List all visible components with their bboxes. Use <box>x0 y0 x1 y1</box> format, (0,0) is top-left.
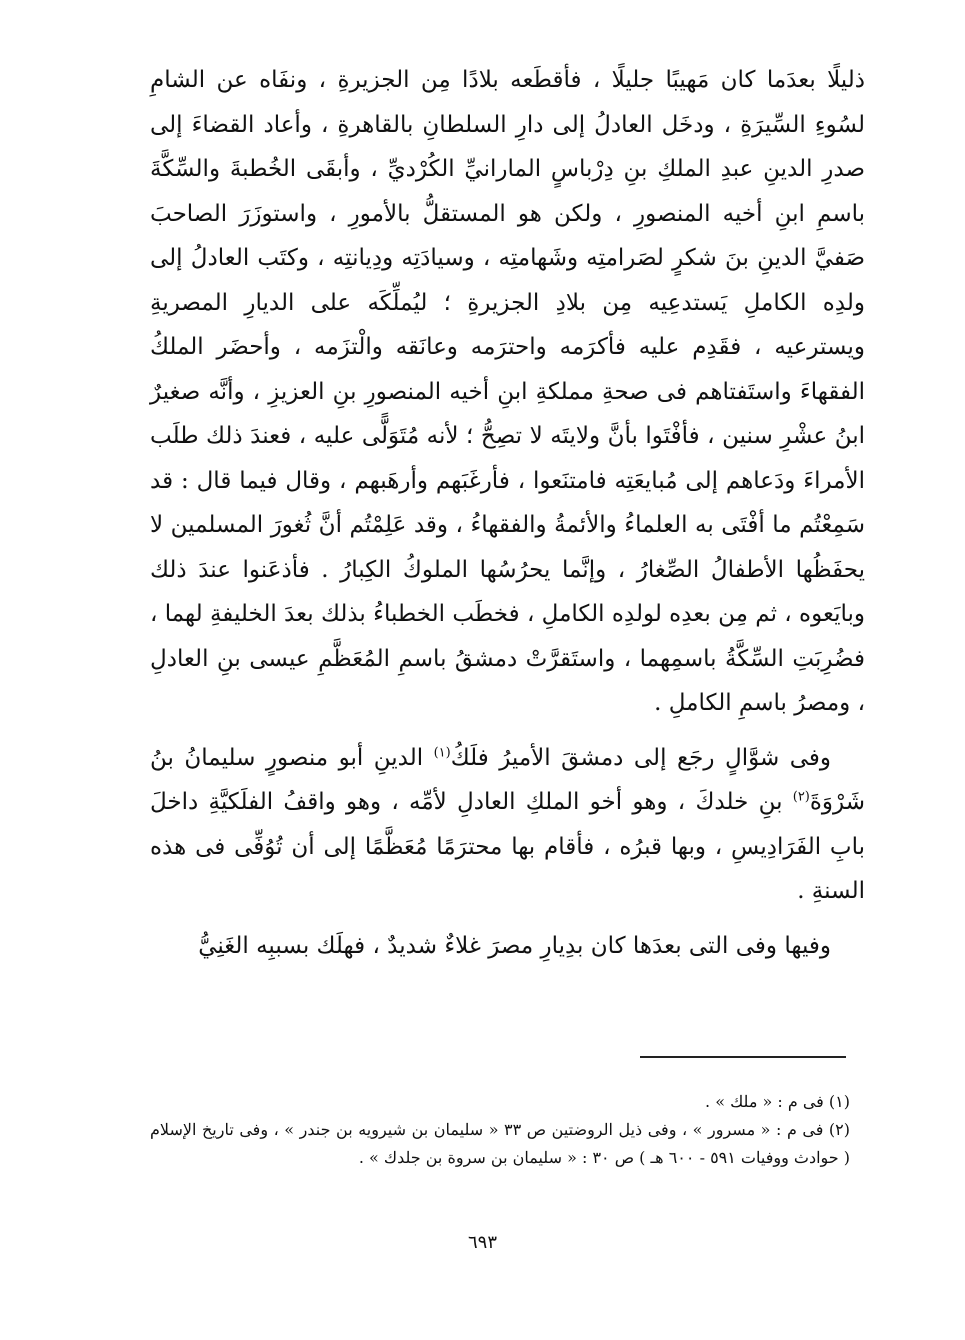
page-number: ٦٩٣ <box>467 1232 497 1253</box>
paragraph-2-part-3: بنِ خلدكَ ، وهو أخو الملكِ العادلِ لأمِّه ، وهو واقفُ الفلَكيَّةِ داخلَ بابِ الفَرَادِيسِ ، وبها قبرُه ، فأقام بها محترَمًا مُعَظَّمًا إلى أن تُوُفِّى فى هذه السنةِ . <box>150 789 865 904</box>
main-text <box>150 58 865 968</box>
paragraph-3: وفيها وفى التى بعدَها كان بدِيارِ مصرَ غلاءٌ شديدٌ ، فهلَك بسببِه الغَنِيُّ <box>198 932 831 959</box>
footnote-2: (٢) فى م : « مسرور » ، وفى ذيل الروضتين ص ٣٣ « سليمان بن شيرويه بن جندر » ، وفى تاريخ الإسلام ( حوادث ووفيات ٥٩١ - ٦٠٠ هـ ) ص ٣٠ : « سليمان بن سروة بن جلدك » . <box>150 1120 851 1167</box>
paragraph-2-part-2: الدينِ أبو منصورٍ سليمانُ بنُ شَرْوَةَ <box>150 744 865 815</box>
footnotes <box>150 1088 850 1172</box>
footnote-1: (١) فى م : « ملك » . <box>705 1092 850 1111</box>
footnote-ref-2: (٢) <box>792 789 810 805</box>
paragraph-1: ذليلًا بعدَما كان مَهيبًا جليلًا ، فأقطَعه بلادًا مِن الجزيرةِ ، ونفَاه عن الشامِ لسُوءِ السِّيرَةِ ، ودخَل العادلُ إلى دارِ السلطانِ بالقاهرةِ ، وأعاد القضاءَ إلى صدرِ الدينِ عبدِ الملكِ بنِ دِرْباسٍ المارانيِّ الكُرْديِّ ، وأبقَى الخُطبةَ والسِّكَّةَ باسمِ ابنِ أخيه المنصورِ ، ولكن هو المستقلُّ بالأمورِ ، واستوزَرَ الصاحبَ صَفيَّ الدينِ بنَ شكرٍ لصَرامتِه وشَهامتِه ، وسيادَتِه ودِيانتِه ، وكتَب العادلُ إلى ولدِه الكاملِ يَستدعِيه مِن بلادِ الجزيرةِ ؛ ليُملِّكَه على الديارِ المصريةِ ويسترعيه ، فقَدِم عليه فأكرَمه واحترَمه وعانَقه والْتزَمه ، وأحضَر الملكُ الفقهاءَ واستَفتاهم فى صحةِ مملكةِ ابنِ أخيه المنصورِ بنِ العزيزِ ، وأنَّه صغيرٌ ابنُ عشْرِ سنين ، فأفْتَوا بأنَّ ولايتَه لا تصِحُّ ؛ لأنه مُتَوَلًّى عليه ، فعندَ ذلك طلَب الأمراءَ ودَعاهم إلى مُبايعَتِه فامتنَعوا ، فأرغَبَهم وأرهَبهم ، وقال فيما قال : قد سَمِعْتُم ما أفْتَى به العلماءُ والأئمةُ والفقهاءُ ، وقد عَلِمْتُم أنَّ ثُغورَ المسلمين لا يحفَظُها الأطفالُ الصِّغارُ ، وإنَّما يحرُسُها الملوكُ الكِبارُ . فأذعَنوا عندَ ذلك وبايَعوه ، ثم مِن بعدِه لولدِه الكاملِ ، فخطَب الخطباءُ بذلك بعدَ الخليفةِ لهما ، فضُرِبَتِ السِّكَّةُ باسمِهما ، واستَقرَّتْ دمشقُ باسمِ المُعَظَّمِ عيسى بنِ العادلِ ، ومصرُ باسمِ الكاملِ . <box>150 67 865 716</box>
footnote-ref-1: (١) <box>433 744 451 760</box>
paragraph-2-part-1: وفى شوَّالٍ رجَع إلى دمشقَ الأميرُ فلَكُ <box>450 744 831 771</box>
paragraph-2 <box>150 736 865 914</box>
footnote-divider <box>640 1056 846 1058</box>
